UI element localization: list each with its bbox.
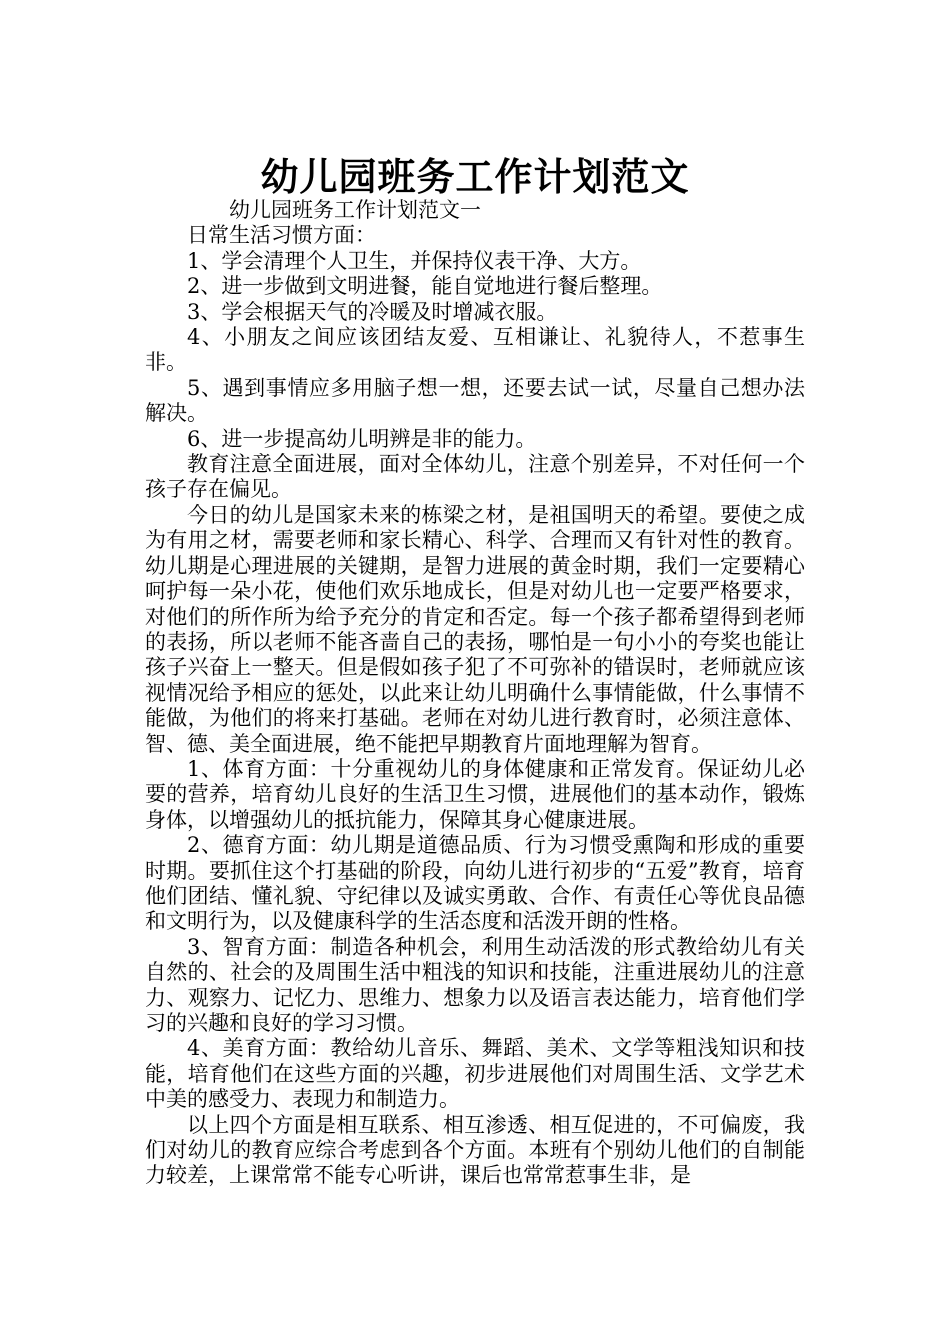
paragraph: 1、学会清理个人卫生，并保持仪表干净、大方。 [187,248,642,273]
paragraph: 4、美育方面：教给幼儿音乐、舞蹈、美术、文学等粗浅知识和技能，培育他们在这些方面的兴趣，初步进展他们对周围生活、文学艺术中美的感受力、表现力和制造力。 [145,1036,805,1112]
paragraph: 3、智育方面：制造各种机会，利用生动活泼的形式教给幼儿有关自然的、社会的及周围生活中粗浅的知识和技能，注重进展幼儿的注意力、观察力、记忆力、思维力、想象力以及语言表达能力，培育他们学习的兴趣和良好的学习习惯。 [145,934,805,1035]
paragraph: 4、小朋友之间应该团结友爱、互相谦让、礼貌待人，不惹事生非。 [145,325,805,375]
paragraph: 今日的幼儿是国家未来的栋梁之材，是祖国明天的希望。要使之成为有用之材，需要老师和家长精心、科学、合理而又有针对性的教育。幼儿期是心理进展的关键期，是智力进展的黄金时期，我们一定要精心呵护每一朵小花，使他们欢乐地成长，但是对幼儿也一定要严格要求，对他们的所作所为给予充分的肯定和否定。每一个孩子都希望得到老师的表扬，所以老师不能吝啬自己的表扬，哪怕是一句小小的夸奖也能让孩子兴奋上一整天。但是假如孩子犯了不可弥补的错误时，老师就应该视情况给予相应的惩处，以此来让幼儿明确什么事情能做，什么事情不能做，为他们的将来打基础。老师在对幼儿进行教育时，必须注意体、智、德、美全面进展，绝不能把早期教育片面地理解为智育。 [145,502,805,756]
page-title: 幼儿园班务工作计划范文 [260,155,690,200]
section-subtitle: 幼儿园班务工作计划范文一 [229,198,481,222]
section-heading: 日常生活习惯方面： [187,223,376,248]
paragraph: 1、体育方面：十分重视幼儿的身体健康和正常发育。保证幼儿必要的营养，培育幼儿良好的生活卫生习惯，进展他们的基本动作，锻炼身体，以增强幼儿的抵抗能力，保障其身心健康进展。 [145,756,805,832]
paragraph: 教育注意全面进展，面对全体幼儿，注意个别差异，不对任何一个孩子存在偏见。 [145,452,805,502]
document-body [145,198,805,1189]
paragraph: 3、学会根据天气的冷暖及时增减衣服。 [187,299,558,324]
paragraph: 2、德育方面：幼儿期是道德品质、行为习惯受熏陶和形成的重要时期。要抓住这个打基础的阶段，向幼儿进行初步的“五爱”教育，培育他们团结、懂礼貌、守纪律以及诚实勇敢、合作、有责任心等优良品德和文明行为，以及健康科学的生活态度和活泼开朗的性格。 [145,833,805,934]
paragraph: 6、进一步提高幼儿明辨是非的能力。 [187,426,537,451]
paragraph: 2、进一步做到文明进餐，能自觉地进行餐后整理。 [187,274,663,299]
paragraph: 以上四个方面是相互联系、相互渗透、相互促进的，不可偏废，我们对幼儿的教育应综合考虑到各个方面。本班有个别幼儿他们的自制能力较差，上课常常不能专心听讲，课后也常常惹事生非，是 [145,1112,805,1188]
paragraph: 5、遇到事情应多用脑子想一想，还要去试一试，尽量自己想办法解决。 [145,375,805,426]
